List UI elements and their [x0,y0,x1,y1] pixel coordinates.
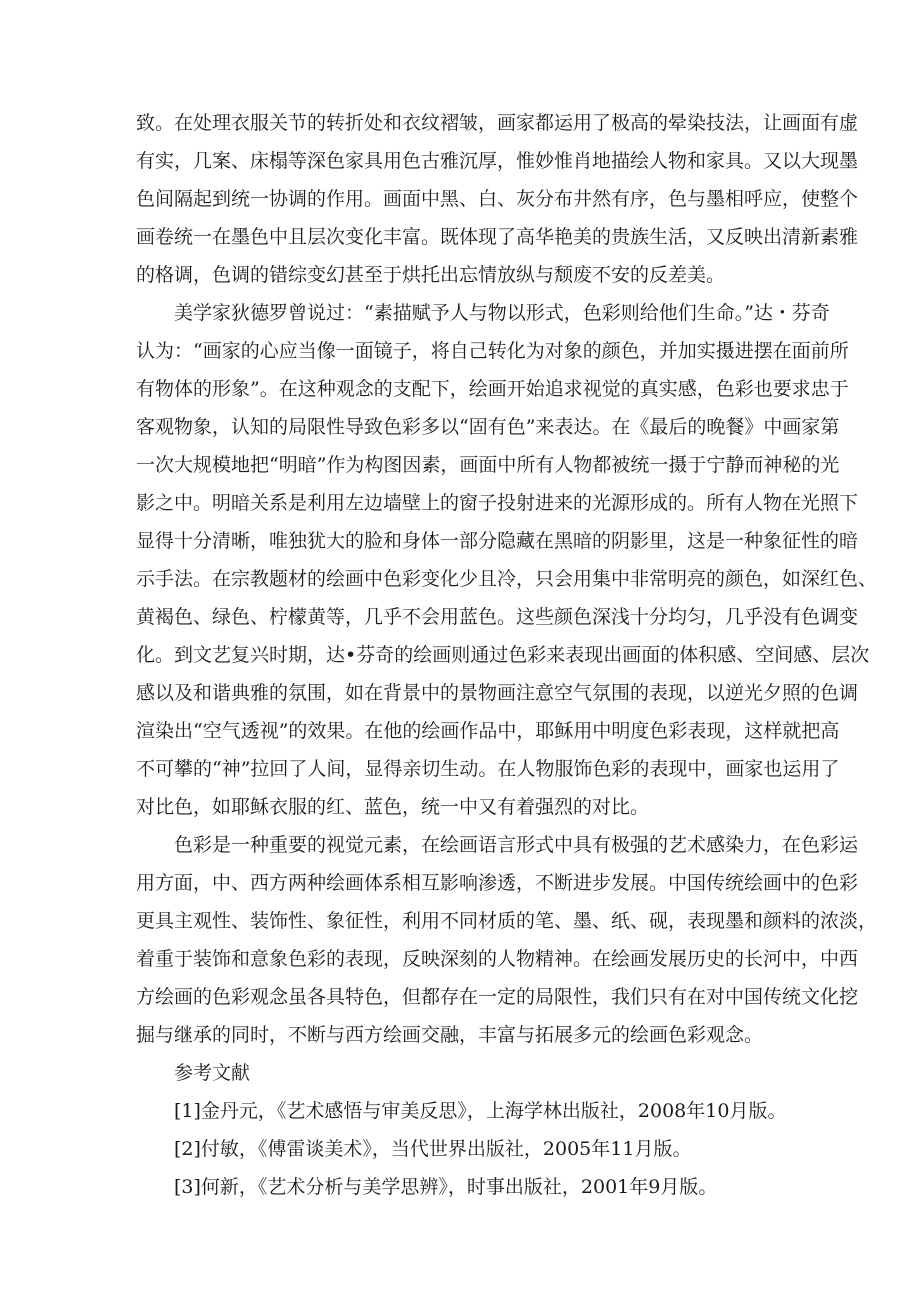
paragraph-line: 有实，几案、床榻等深色家具用色古雅沉厚，惟妙惟肖地描绘人物和家具。又以大现墨 [136,150,859,172]
paragraph-line: 影之中。明暗关系是利用左边墙壁上的窗子投射进来的光源形成的。所有人物在光照下 [136,492,859,514]
reference-item: [1]金丹元，《艺术感悟与审美反思》，上海学林出版社，2008年10月版。 [174,1100,787,1122]
paragraph-line: 方绘画的色彩观念虽各具特色，但都存在一定的局限性，我们只有在对中国传统文化挖 [136,986,859,1008]
paragraph-3 [136,826,878,1054]
paragraph-line: 显得十分清晰，唯独犹大的脸和身体一部分隐藏在黑暗的阴影里，这是一种象征性的暗 [136,530,859,552]
references-title: 参考文献 [174,1062,251,1084]
paragraph-line: 黄褐色、绿色、柠檬黄等，几乎不会用蓝色。这些颜色深浅十分均匀，几乎没有色调变 [136,606,859,628]
document-body [136,104,878,1206]
paragraph-line: 掘与继承的同时，不断与西方绘画交融，丰富与拓展多元的绘画色彩观念。 [136,1024,764,1046]
paragraph-line: 美学家狄德罗曾说过：“素描赋予人与物以形式，色彩则给他们生命。”达・芬奇 [174,302,830,324]
paragraph-line: 更具主观性、装饰性、象征性，利用不同材质的笔、墨、纸、砚，表现墨和颜料的浓淡， [136,910,878,932]
paragraph-line: 画卷统一在墨色中且层次变化丰富。既体现了高华艳美的贵族生活，又反映出清新素雅 [136,226,859,248]
paragraph-line: 一次大规模地把“明暗”作为构图因素，画面中所有人物都被统一摄于宁静而神秘的光 [136,454,840,476]
paragraph-line: 示手法。在宗教题材的绘画中色彩变化少且冷，只会用集中非常明亮的颜色，如深红色、 [136,568,878,590]
paragraph-line: 不可攀的“神”拉回了人间，显得亲切生动。在人物服饰色彩的表现中，画家也运用了 [136,758,840,780]
paragraph-line: 的格调，色调的错综变幻甚至于烘托出忘情放纵与颓废不安的反差美。 [136,264,726,286]
paragraph-line: 客观物象，认知的局限性导致色彩多以“固有色”来表达。在《最后的晚餐》中画家第 [136,416,840,438]
paragraph-line: 对比色，如耶稣衣服的红、蓝色，统一中又有着强烈的对比。 [136,796,650,818]
paragraph-line: 着重于装饰和意象色彩的表现，反映深刻的人物精神。在绘画发展历史的长河中，中西 [136,948,859,970]
reference-item: [3]何新，《艺术分析与美学思辨》，时事出版社，2001年9月版。 [174,1176,718,1198]
paragraph-2 [136,294,878,826]
paragraph-line: 致。在处理衣服关节的转折处和衣纹褶皱，画家都运用了极高的晕染技法，让画面有虚 [136,112,859,134]
paragraph-line: 渲染出“空气透视”的效果。在他的绘画作品中，耶稣用中明度色彩表现，这样就把高 [136,720,840,742]
paragraph-line: 认为：“画家的心应当像一面镜子，将自己转化为对象的颜色，并加实摄进摆在面前所 [136,340,849,362]
paragraph-line: 化。到文艺复兴时期，达•芬奇的绘画则通过色彩来表现出画面的体积感、空间感、层次 [136,644,870,666]
paragraph-line: 用方面，中、西方两种绘画体系相互影响渗透，不断进步发展。中国传统绘画中的色彩 [136,872,859,894]
paragraph-line: 感以及和谐典雅的氛围，如在背景中的景物画注意空气氛围的表现，以逆光夕照的色调 [136,682,859,704]
paragraph-line: 色间隔起到统一协调的作用。画面中黑、白、灰分布井然有序，色与墨相呼应，使整个 [136,188,859,210]
paragraph-line: 色彩是一种重要的视觉元素，在绘画语言形式中具有极强的艺术感染力，在色彩运 [174,834,859,856]
references-section [136,1054,786,1206]
paragraph-1 [136,104,859,294]
reference-item: [2]付敏，《傅雷谈美术》，当代世界出版社，2005年11月版。 [174,1138,692,1160]
paragraph-line: 有物体的形象”。在这种观念的支配下，绘画开始追求视觉的真实感，色彩也要求忠于 [136,378,849,400]
